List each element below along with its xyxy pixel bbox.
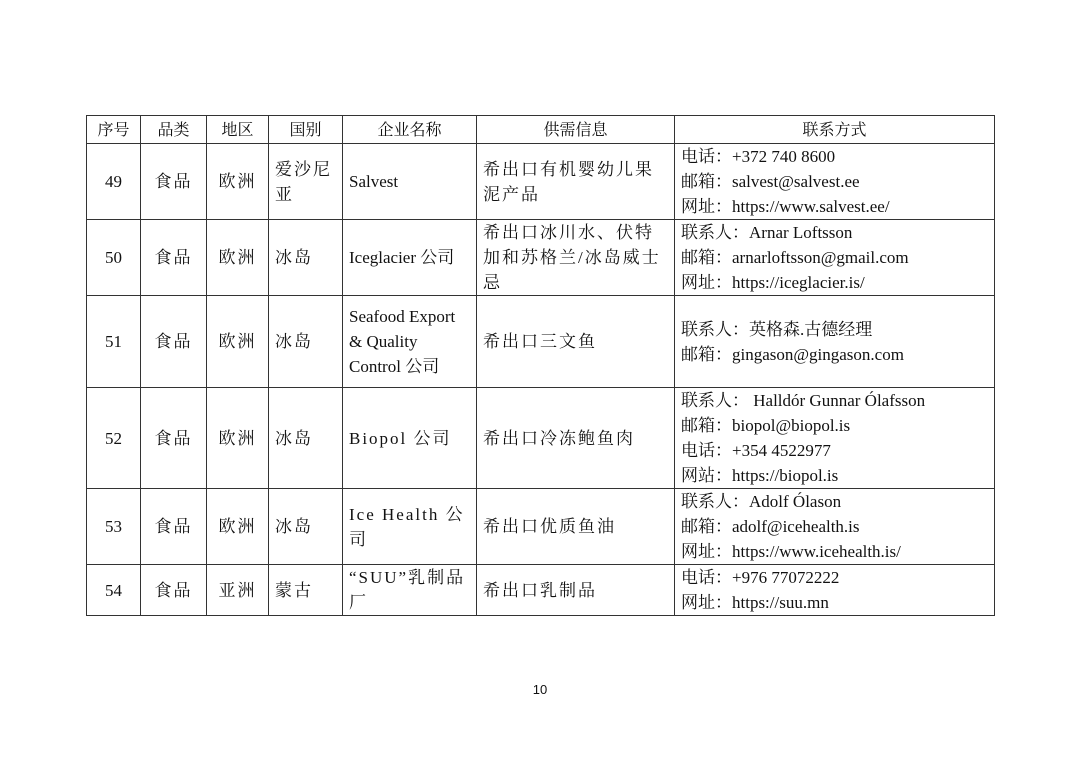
cell-country: 蒙古 [269, 565, 343, 616]
contact-line: 邮箱：salvest@salvest.ee [681, 172, 860, 191]
contact-line: 联系人：Arnar Loftsson [681, 223, 853, 242]
cell-no: 50 [87, 220, 141, 296]
contact-line: 电话：+976 77072222 [681, 568, 840, 587]
cell-category: 食品 [141, 144, 207, 220]
cell-category: 食品 [141, 489, 207, 565]
cell-info: 希出口冰川水、伏特加和苏格兰/冰岛威士忌 [477, 220, 675, 296]
contact-line: 网址：https://suu.mn [681, 593, 829, 612]
table-row [87, 144, 995, 220]
contact-line: 联系人：Adolf Ólason [681, 492, 842, 511]
cell-region: 亚洲 [207, 565, 269, 616]
cell-info: 希出口优质鱼油 [477, 489, 675, 565]
cell-category: 食品 [141, 565, 207, 616]
header-company: 企业名称 [343, 116, 477, 144]
cell-no: 51 [87, 296, 141, 388]
cell-info: 希出口有机婴幼儿果泥产品 [477, 144, 675, 220]
contact-line: 网址：https://www.icehealth.is/ [681, 542, 901, 561]
cell-contact [675, 296, 995, 388]
cell-country: 冰岛 [269, 220, 343, 296]
cell-contact [675, 388, 995, 489]
cell-info: 希出口乳制品 [477, 565, 675, 616]
cell-no: 53 [87, 489, 141, 565]
cell-category: 食品 [141, 220, 207, 296]
cell-no: 52 [87, 388, 141, 489]
contact-line: 邮箱：arnarloftsson@gmail.com [681, 248, 909, 267]
cell-country: 爱沙尼亚 [269, 144, 343, 220]
contact-line: 电话：+372 740 8600 [681, 147, 836, 166]
cell-country: 冰岛 [269, 388, 343, 489]
cell-company: Biopol 公司 [343, 388, 477, 489]
contact-line: 联系人：英格森.古德经理 [681, 319, 873, 339]
header-contact: 联系方式 [675, 116, 995, 144]
cell-company: “SUU”乳制品厂 [343, 565, 477, 616]
cell-country: 冰岛 [269, 489, 343, 565]
table-header [87, 116, 995, 144]
contact-line: 网站：https://biopol.is [681, 466, 839, 485]
cell-contact [675, 220, 995, 296]
contact-line: 电话：+354 4522977 [681, 441, 831, 460]
cell-company: Salvest [343, 144, 477, 220]
contact-line: 网址：https://www.salvest.ee/ [681, 197, 890, 216]
table-row [87, 220, 995, 296]
table-row [87, 296, 995, 388]
header-no: 序号 [87, 116, 141, 144]
header-region: 地区 [207, 116, 269, 144]
cell-region: 欧洲 [207, 144, 269, 220]
cell-company: Iceglacier 公司 [343, 220, 477, 296]
cell-company: Seafood Export & Quality Control 公司 [343, 296, 477, 388]
cell-contact [675, 489, 995, 565]
cell-region: 欧洲 [207, 296, 269, 388]
table-row [87, 489, 995, 565]
cell-country: 冰岛 [269, 296, 343, 388]
contact-line: 网址：https://iceglacier.is/ [681, 273, 865, 292]
cell-info: 希出口冷冻鲍鱼肉 [477, 388, 675, 489]
cell-category: 食品 [141, 388, 207, 489]
page-number: 10 [532, 682, 548, 697]
contact-line: 联系人： Halldór Gunnar Ólafsson [681, 391, 926, 410]
cell-no: 49 [87, 144, 141, 220]
contact-line: 邮箱：gingason@gingason.com [681, 344, 904, 364]
cell-category: 食品 [141, 296, 207, 388]
header-country: 国别 [269, 116, 343, 144]
cell-contact [675, 144, 995, 220]
cell-region: 欧洲 [207, 489, 269, 565]
header-info: 供需信息 [477, 116, 675, 144]
table-row [87, 388, 995, 489]
cell-info: 希出口三文鱼 [477, 296, 675, 388]
contact-line: 邮箱：adolf@icehealth.is [681, 517, 860, 536]
cell-no: 54 [87, 565, 141, 616]
header-row [87, 116, 995, 144]
header-category: 品类 [141, 116, 207, 144]
table-row [87, 565, 995, 616]
contact-line: 邮箱：biopol@biopol.is [681, 416, 851, 435]
cell-company: Ice Health 公司 [343, 489, 477, 565]
table-body [87, 144, 995, 616]
supply-demand-table [86, 115, 995, 616]
cell-region: 欧洲 [207, 388, 269, 489]
cell-contact [675, 565, 995, 616]
cell-region: 欧洲 [207, 220, 269, 296]
